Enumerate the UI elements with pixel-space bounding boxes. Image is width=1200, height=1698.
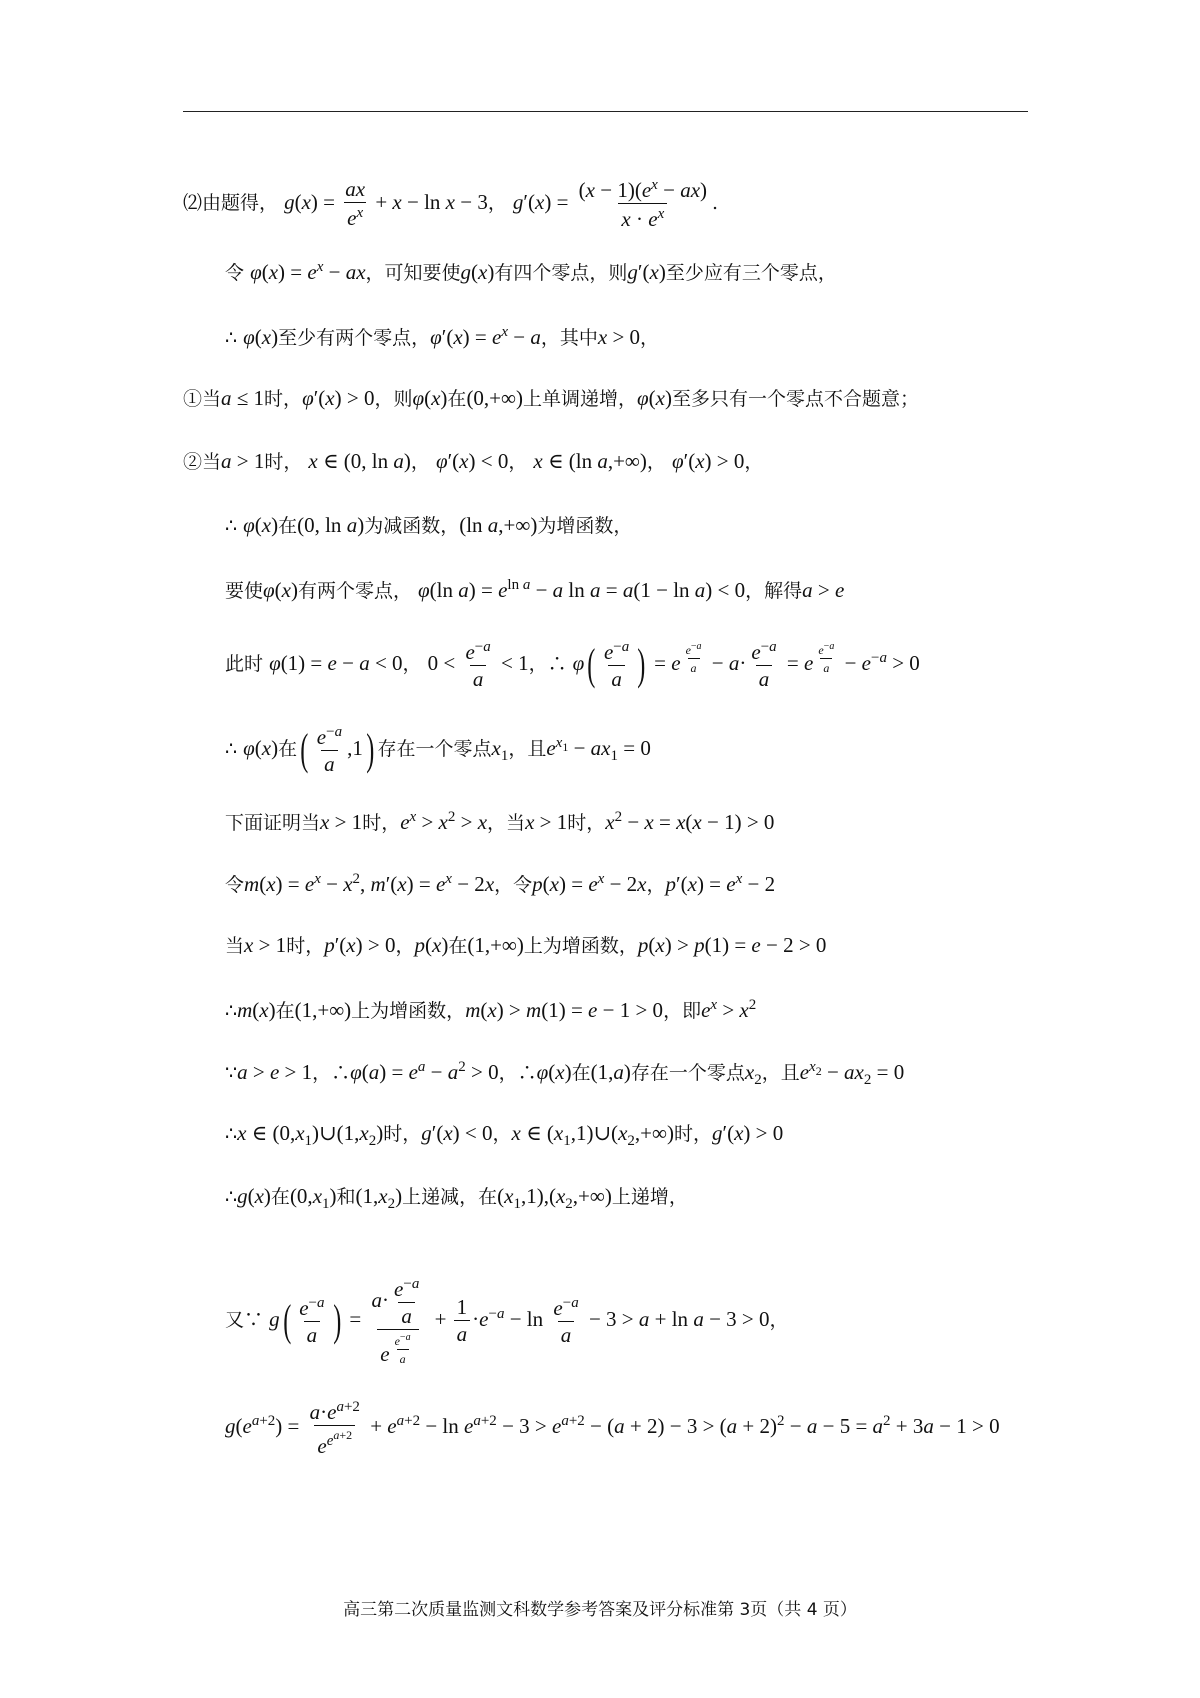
line-case-2: ②当a > 1时， x ∈ (0, ln a)， φ′(x) < 0， x ∈ (ln a,+∞)， φ′(x) > 0， xyxy=(183,449,764,473)
formula-g-prime: g′(x) = $\frac{(x - 1)(e^x - ax)}{x \cdot e^x}$ xyxy=(512,177,708,231)
text-part-2: ⑵由题得， xyxy=(183,191,279,214)
line-11: 令$m(x) = e^x - x^2$, $m'(x) = e^x - 2x$，令$p(x) = e^x - 2x$，$p'(x) = e^x - 2$ xyxy=(225,871,776,896)
line-17: 又∵ g( $\frac{e^{-a}}{a}$ ) = a· $\frac{e^{-a}}{a}$ e $^{\frac{e^{-a}}{a}}$ + $\frac{1}{a}$ $\cdot e^{-a} - \ln$ $\frac{e^{-a}}{a}$ − 3 > a + ln a − 3 > 0， xyxy=(225,1276,789,1367)
line-13: ∴m(x)在(1,+∞)上为增函数，m(x) > m(1) = e − 1 > 0，即$e^x > x^2$ xyxy=(225,997,757,1022)
line-15: ∴x ∈ $(0,x_1)\cup(1,x_2)$时，g′(x) < 0，x ∈ $(x_1,1)\cup(x_2,+\infty)$时，g′(x) > 0 xyxy=(225,1121,784,1150)
line-2: 令 $\varphi(x) = e^x$ − ax，可知要使g(x)有四个零点，则g′(x)至少应有三个零点， xyxy=(225,259,837,284)
line-7: 要使φ(x)有两个零点， φ(ln $a) = e^{ln a} - a$ ln a = a(1 − ln a) < 0，解得a > e xyxy=(225,577,845,602)
page-footer: 高三第二次质量监测文科数学参考答案及评分标准第 3页（共 4 页） xyxy=(343,1600,857,1620)
line-18: $g(e^{a+2})$ = $a\cdot e^{a+2}$ $e^{e^{a+2}}$ + $e^{a+2} - \ln e^{a+2} - 3 > e^{a+2} - (a + 2) - 3 > (a + 2)^2 - a - 5 = a^2 + 3a - 1 > 0$ xyxy=(225,1399,1000,1458)
line-1: ⑵由题得， g(x) = $\frac{ax}{e^x}$ + x − ln x − 3， g′(x) = $\frac{(x - 1)(e^x - ax)}{x \cdot e^x}$ . xyxy=(183,177,719,231)
line-14: ∵a > e > 1，∴φ(a) = $e^a - a^2 > 0$，∴φ(x)在(1,a)存在一个零点$x_2$，且$e^{x_2} - ax_2 = 0$ xyxy=(225,1059,905,1089)
line-16: ∴g(x)在$(0,x_1)$和$(1,x_2)$上递减，在$(x_1,1),(x_2,+\infty)$上递增， xyxy=(225,1184,688,1213)
line-3: ∴ φ(x)至少有两个零点，$\varphi'(x) = e^x - a$，其中x > 0， xyxy=(225,324,660,349)
formula-g: g(x) = $\frac{ax}{e^x}$ + x − ln x − 3 xyxy=(284,177,488,230)
line-12: 当x > 1时，p′(x) > 0，p(x)在(1,+∞)上为增函数，p(x) > p(1) = e − 2 > 0 xyxy=(225,933,827,957)
header-rule xyxy=(183,111,1028,112)
line-6: ∴ φ(x)在(0, ln a)为减函数，(ln a,+∞)为增函数， xyxy=(225,513,633,537)
line-case-1: ①当a ≤ 1时，φ′(x) > 0，则φ(x)在(0,+∞)上单调递增，φ(x)至多只有一个零点不合题意； xyxy=(183,386,919,410)
line-8: 此时 φ(1) = e − a < 0， 0 < $\frac{e^{-a}}{a}$ < 1，∴ φ( $\frac{e^{-a}}{a}$ ) = e $^{\frac{e^{-a}}{a}}$ − a· $\frac{e^{-a}}{a}$ = e $^{\frac{e^{-a}}{a}}$ − $e^{-a} > 0$ xyxy=(225,639,920,691)
line-9: ∴ φ(x)在( $\frac{e^{-a}}{a}$ ,1) 存在一个零点$x_1$，且$e^{x_1} - ax_1 = 0$ xyxy=(225,724,651,776)
line-10: 下面证明当x > 1时，$e^x > x^2 > x$，当x > 1时，$x^2 - x = x(x - 1) > 0$ xyxy=(225,809,775,834)
